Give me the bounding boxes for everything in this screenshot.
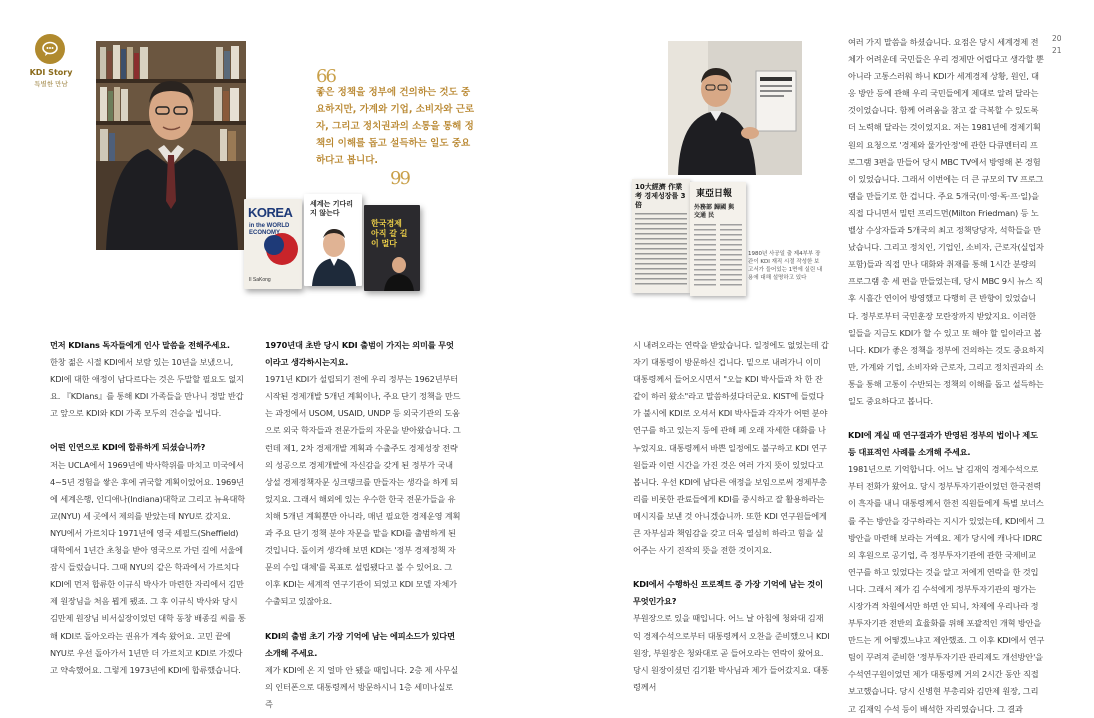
interview-question: KDI에 계실 때 연구결과가 반영된 정부의 법이나 제도 등 대표적인 사례를 소개해 주세요. (848, 430, 1038, 458)
book-title-korea: KOREA (248, 205, 293, 220)
interview-photo (668, 41, 802, 175)
interview-answer: 1981년으로 기억합니다. 어느 날 김재익 경제수석으로부터 전화가 왔어요. 당시 정부투자기관이었던 한국전력이 흑자를 내니 대통령께서 한전 직원들에게 특별 보너스를 주는 방안을 강구하라는 지시가 있었는데, KDI에서 그 방안을 마련해 보라는 거예요. 제가 당시에 캐나다 IDRC의 후원으로 공기업, 즉 정부투자기관에 관한 국제비교 연구를 하고 있었다는 것을 알고 저에게 연락을 한 것입니다. 그래서 제가 김 수석에게 정부투자기관의 평가는 시장가격 차원에서만 하면 안 되니, 차제에 우리나라 정부투자기관 전반의 효율화를 위해 포괄적인 개혁 방안을 만드는 게 어떻겠느냐고 제안했죠. 그 이후 KDI에서 연구팀이 꾸려져 준비한 '정부투자기관 관리제도 개선방안'을 수석연구원이었던 제가 대통령께 거의 2시간 동안 직접 보고했습니다. 당시 신병현 부총리와 김만제 원장, 그리고 김재익 수석 등이 배석한 자리였습니다. 그 결과 (848, 464, 1045, 714)
interview-answer: 여러 가지 말씀을 하셨습니다. 요점은 당시 세계경제 전체가 어려운데 국민들은 우리 경제만 어렵다고 생각할 뿐 아니라 고통스러워 하니 KDI가 세계경제 상황, 원인, 대응 방안 등에 관해 우리 국민들에게 제대로 알려 달라는 것이었습니다. 함께 어려움을 참고 잘 극복할 수 있도록 더 노력해 달라는 것이었지요. 저는 1981년에 경제기획원의 요청으로 '경제와 물가안정'에 관한 다큐멘터리 프로그램 3편을 만들어 당시 MBC TV에서 방영해 본 경험이 있었습니다. 그래서 이번에는 더 큰 규모의 TV 프로그램을 만들기로 한 겁니다. 주요 5개국(미·영·독·프·일)을 직접 다니면서 밀턴 프리드먼(Milton Friedman) 등 노벨상 수상자들과 5개국의 최고 정책당당자, 석학들을 만났습니다. 그리고 정치인, 기업인, 소비자, 근로자(실업자 포함)들과 직접 만나 대화와 취재를 통해 1시간 분량의 프로그램 총 세 편을 만들었는데, 당시 MBC 9시 뉴스 직후 시흘간 연이어 방영했고 다행히 큰 반향이 있었습니다. 정부로부터 국민훈장 모란장까지 받았지요. 이러한 일들을 지금도 KDI가 할 수 있고 또 해야 할 일이라고 봅니다. KDI가 좋은 정책을 정부에 건의하는 것도 중요하지만, 가계와 기업, 소비자와 근로자, 그리고 정치권과의 소통을 통해 고통이 수반되는 정책의 이해를 돕고 설득하는 일도 중요하다고 봅니다. (848, 37, 1045, 406)
interview-question: 1970년대 초반 당시 KDI 출범이 가지는 의미를 무엇이라고 생각하시는지요. (265, 340, 454, 368)
page-number-left: 20 (1052, 34, 1062, 43)
interview-question: 먼저 KDIans 독자들에게 인사 말씀을 전해주세요. (50, 340, 230, 350)
book-korea-world-economy (244, 199, 302, 289)
interview-answer: 부원장으로 있을 때입니다. 어느 날 아침에 청와대 김재익 경제수석으로부터 대통령께서 오찬을 준비했으니 KDI 원장, 부원장은 청와대로 곧 들어오라는 연락이 왔어요. 당시 원장이셨던 김기환 박사님과 제가 들어갔지요. 대통령께서 (633, 613, 830, 692)
pull-quote: 좋은 정책을 정부에 건의하는 것도 중요하지만, 가계와 기업, 소비자와 근로자, 그리고 정치권과의 소통을 통해 정책의 이해를 돕고 설득하는 일도 중요하다고 봅니다. (316, 87, 475, 166)
interview-answer: 저는 UCLA에서 1969년에 박사학위를 마치고 미국에서 4~5년 경험을 쌓은 후에 귀국할 계획이었어요. 1969년에 세계은행, 인디애나(Indiana)대학교 그리고 뉴욕대학교(NYU) 세 곳에서 제의를 받았는데 NYU로 갔지요. NYU에서 가르치다 1971년에 영국 셰필드(Sheffield)대학에서 1년간 초청을 받아 영국으로 가던 길에 서울에 잠시 들렀습니다. 그때 NYU의 같은 학과에서 가르치다 KDI에 먼저 합류한 이규식 박사가 마련한 자리에서 김만제 원장님을 처음 뵙게 됐죠. 그 후 이규식 박사와 당시 김만제 원장님 비서실장이었던 대학 동창 배종길 씨를 통해 KDI로 돌아오라는 권유가 계속 왔어요. 고민 끝에 NYU로 우선 돌아가서 1년만 더 가르치고 KDI로 가겠다고 약속했어요. 그렇게 1973년에 KDI에 합류했습니다. (50, 459, 246, 675)
interview-question: KDI의 출범 초기 가장 기억에 남는 에피소드가 있다면 소개해 주세요. (265, 630, 455, 658)
paragraph-gap (848, 410, 1045, 427)
book-subtitle-world-economy: in the WORLD ECONOMY (249, 223, 290, 236)
quote-open-mark: 66 (316, 66, 335, 87)
interview-answer: 한창 젊은 시절 KDI에서 보람 있는 10년을 보냈으니, KDI에 대한 애정이 남다르다는 것은 두말할 필요도 없지요. 『KDIans』를 통해 KDI 가족들을 만나니 정말 반갑고 앞으로 KDI와 KDI 가족 모두의 건승을 빕니다. (50, 357, 244, 419)
logo-subtitle: 특별한 만남 (34, 80, 68, 88)
book-title-3: 한국경제 아직 갈 길이 멀다 (371, 219, 408, 248)
book-korean-economy-long-way (364, 205, 420, 291)
clipping-headline: 10大經濟 作業 考 경제성장률 3倍 (635, 183, 686, 209)
text-column-1 (50, 337, 246, 679)
newspaper-clipping-growth (632, 179, 690, 293)
clipping-subheadline: 外務部 歸國 與 交通 民 (694, 204, 735, 219)
interview-answer: 제가 KDI에 온 지 얼마 안 됐을 때입니다. 2층 제 사무실의 인터폰으로 대통령께서 방문하시니 1층 세미나실로 즉 (265, 664, 459, 709)
interview-question: KDI에서 수행하신 프로젝트 중 가장 기억에 남는 것이 무엇인가요? (633, 579, 823, 607)
page-number-right: 21 (1052, 46, 1062, 55)
logo-title: KDI Story (29, 68, 73, 77)
paragraph-gap (633, 559, 830, 576)
interview-answer: 1971년 KDI가 설립되기 전에 우리 정부는 1962년부터 시작된 경제개발 5개년 계획이나, 주요 단기 정책을 만드는 과정에서 USOM, USAID, UNDP 등 외국기관의 도움으로 외국 학자들과 전문가들의 자문을 받아왔습니다. 그런데 제1, 2차 경제개발 계획과 수출주도 경제성장 전략의 성공으로 경제개발에 자신감을 갖게 된 정부가 국내 상설 경제정책자문 싱크탱크를 만들자는 생각을 하게 되었지요. 그래서 해외에 있는 우수한 한국 전문가들을 유치해 5개년 계획뿐만 아니라, 매년 필요한 경제운영 계획과 주요 단기 정책 분야 자문을 맡을 KDI를 출범하게 된 것입니다. 돌이켜 생각해 보면 KDI는 '정부 경제정책 자문의 수입 대체'를 목표로 설립됐다고 볼 수 있어요. 그 이후 KDI는 세계적 연구기관이 되었고 KDI 모델 자체가 수출되고 있잖아요. (265, 374, 461, 607)
speech-bubble-icon (40, 39, 60, 59)
photo-caption: 1980년 사공일 출 제4부부 장관이 KDI 재직 시절 작성한 보고서가 들어있는 1면에 실린 내용에 대해 설명하고 있다 (748, 251, 823, 281)
interview-answer: 시 내려오라는 연락을 받았습니다. 일정에도 없었는데 갑자기 대통령이 방문하신 겁니다. 밑으로 내려가니 이미 대통령께서 들어오시면서 "오늘 KDI 박사들과 차 한 잔 같이 하러 왔소"라고 말씀하셨다더군요. KIST에 들렀다가 불시에 KDI로 오셔서 KDI 박사들과 각자가 어떤 분야 연구를 하고 있는지 등에 관해 폐 오래 자세한 대화를 나누었지요. 대통령께서 바쁜 일정에도 불구하고 KDI 연구원들과 이런 시간을 가진 것은 여러 가지 뜻이 있었다고 봅니다. 우선 KDI에 남다른 애정을 보임으로써 경제부총리를 비롯한 관료들에게 KDI를 중시하고 잘 활용하라는 메시지를 보낸 것 아니겠습니까. 또한 KDI 연구원들에게 큰 자부심과 책임감을 갖고 더욱 열심히 하라고 힘을 실어주는 사기 진작의 뜻을 전한 것이지요. (633, 340, 829, 556)
quote-close-mark: 99 (390, 168, 409, 189)
paragraph-gap (265, 611, 461, 628)
portrait-photo-bookshelf (96, 41, 246, 250)
text-column-4 (848, 34, 1045, 718)
book-title-2: 세계는 기다리지 않는다 (310, 200, 354, 217)
newspaper-clipping-donga (690, 182, 746, 296)
clipping-masthead: 東亞日報 (696, 189, 733, 199)
text-column-2 (265, 337, 461, 713)
kdi-story-logo (35, 34, 65, 64)
paragraph-gap (50, 422, 246, 439)
book-author: Il SaKong (249, 277, 271, 283)
text-column-3 (633, 337, 830, 696)
interview-question: 어떤 인연으로 KDI에 합류하게 되셨습니까? (50, 442, 206, 453)
book-world-does-not-wait (304, 194, 362, 286)
